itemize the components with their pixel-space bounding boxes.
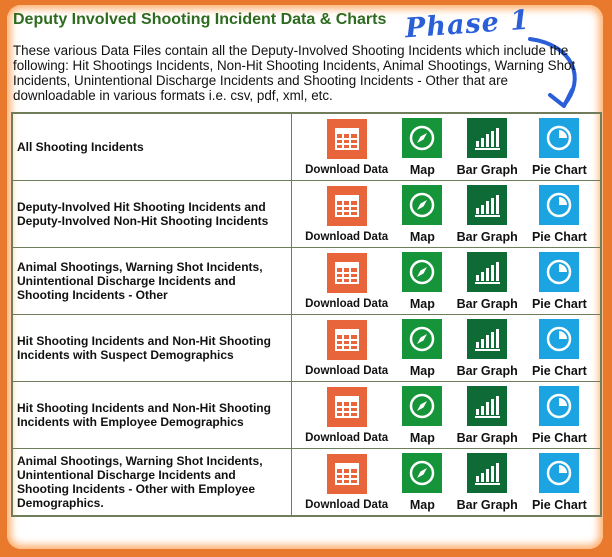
compass-icon <box>402 319 442 359</box>
table-row <box>12 382 601 449</box>
compass-icon <box>402 252 442 292</box>
pie-chart-button[interactable] <box>532 252 587 311</box>
row-label: Animal Shootings, Warning Shot Incidents, Unintentional Discharge Incidents and Shooting Incidents - Other with Employee Demographics. <box>12 449 292 517</box>
spreadsheet-icon <box>327 186 367 226</box>
download-data-button[interactable] <box>305 454 388 511</box>
page-panel <box>7 5 603 549</box>
map-button[interactable] <box>402 252 442 311</box>
download-data-button[interactable] <box>305 387 388 444</box>
compass-icon <box>402 386 442 426</box>
spreadsheet-icon <box>327 119 367 159</box>
bar-graph-icon <box>467 252 507 292</box>
pie-chart-button[interactable] <box>532 386 587 445</box>
table-row <box>12 248 601 315</box>
pie-chart-icon <box>539 453 579 493</box>
table-row <box>12 181 601 248</box>
compass-icon <box>402 453 442 493</box>
row-actions <box>292 382 602 449</box>
map-button[interactable] <box>402 319 442 378</box>
pie-chart-label: Pie Chart <box>531 229 587 244</box>
pie-chart-button[interactable] <box>532 185 587 244</box>
pie-chart-button[interactable] <box>532 118 587 177</box>
map-label: Map <box>409 430 435 445</box>
bar-graph-label: Bar Graph <box>456 229 518 244</box>
compass-icon <box>402 118 442 158</box>
pie-chart-icon <box>539 118 579 158</box>
download-data-label: Download Data <box>305 364 389 377</box>
pie-chart-icon <box>539 319 579 359</box>
bar-graph-button[interactable] <box>457 319 518 378</box>
download-data-button[interactable] <box>305 320 388 377</box>
map-label: Map <box>409 162 435 177</box>
table-row <box>12 315 601 382</box>
bar-graph-label: Bar Graph <box>456 363 518 378</box>
map-button[interactable] <box>402 386 442 445</box>
pie-chart-label: Pie Chart <box>531 296 587 311</box>
map-label: Map <box>409 229 435 244</box>
row-label: All Shooting Incidents <box>12 113 292 181</box>
download-data-button[interactable] <box>305 119 388 176</box>
table-row <box>12 113 601 181</box>
map-label: Map <box>409 363 435 378</box>
pie-chart-button[interactable] <box>532 319 587 378</box>
pie-chart-label: Pie Chart <box>531 430 587 445</box>
bar-graph-button[interactable] <box>457 185 518 244</box>
pie-chart-label: Pie Chart <box>531 162 587 177</box>
row-label: Animal Shootings, Warning Shot Incidents, Unintentional Discharge Incidents and Shooting Incidents - Other <box>12 248 292 315</box>
pie-chart-label: Pie Chart <box>531 363 587 378</box>
row-label: Hit Shooting Incidents and Non-Hit Shooting Incidents with Suspect Demographics <box>12 315 292 382</box>
row-label: Hit Shooting Incidents and Non-Hit Shooting Incidents with Employee Demographics <box>12 382 292 449</box>
row-actions <box>292 113 602 181</box>
spreadsheet-icon <box>327 387 367 427</box>
pie-chart-icon <box>539 386 579 426</box>
download-data-label: Download Data <box>305 431 389 444</box>
bar-graph-icon <box>467 118 507 158</box>
bar-graph-button[interactable] <box>457 252 518 311</box>
map-button[interactable] <box>402 118 442 177</box>
map-button[interactable] <box>402 185 442 244</box>
map-label: Map <box>409 497 435 512</box>
download-data-label: Download Data <box>305 230 389 243</box>
page-description: These various Data Files contain all the Deputy-Involved Shooting Incidents which include the following: Hit Shootings Incidents, Non-Hit Shooting Incidents, Animal Shootings, Warning Shot Incidents, Unintentional Discharge Incidents and Shooting Incidents - Other that are downloadable in various formats i.e. csv, pdf, xml, etc. <box>13 43 576 103</box>
download-data-label: Download Data <box>305 498 389 511</box>
row-actions <box>292 315 602 382</box>
pie-chart-icon <box>539 252 579 292</box>
map-button[interactable] <box>402 453 442 512</box>
spreadsheet-icon <box>327 320 367 360</box>
bar-graph-icon <box>467 453 507 493</box>
download-data-button[interactable] <box>305 253 388 310</box>
pie-chart-icon <box>539 185 579 225</box>
page-title: Deputy Involved Shooting Incident Data & Charts <box>13 11 387 28</box>
bar-graph-label: Bar Graph <box>456 296 518 311</box>
table-row <box>12 449 601 517</box>
spreadsheet-icon <box>327 454 367 494</box>
bar-graph-button[interactable] <box>457 386 518 445</box>
handwritten-annotation: Phase 1 <box>404 5 531 45</box>
bar-graph-label: Bar Graph <box>456 162 518 177</box>
row-actions <box>292 181 602 248</box>
download-data-label: Download Data <box>305 297 389 310</box>
row-actions <box>292 449 602 517</box>
data-files-table <box>11 112 602 517</box>
pie-chart-button[interactable] <box>532 453 587 512</box>
bar-graph-icon <box>467 386 507 426</box>
bar-graph-icon <box>467 319 507 359</box>
bar-graph-icon <box>467 185 507 225</box>
row-label: Deputy-Involved Hit Shooting Incidents and Deputy-Involved Non-Hit Shooting Incidents <box>12 181 292 248</box>
bar-graph-button[interactable] <box>457 453 518 512</box>
download-data-button[interactable] <box>305 186 388 243</box>
bar-graph-label: Bar Graph <box>456 497 518 512</box>
pie-chart-label: Pie Chart <box>531 497 587 512</box>
bar-graph-label: Bar Graph <box>456 430 518 445</box>
bar-graph-button[interactable] <box>457 118 518 177</box>
compass-icon <box>402 185 442 225</box>
spreadsheet-icon <box>327 253 367 293</box>
map-label: Map <box>409 296 435 311</box>
row-actions <box>292 248 602 315</box>
download-data-label: Download Data <box>305 163 389 176</box>
